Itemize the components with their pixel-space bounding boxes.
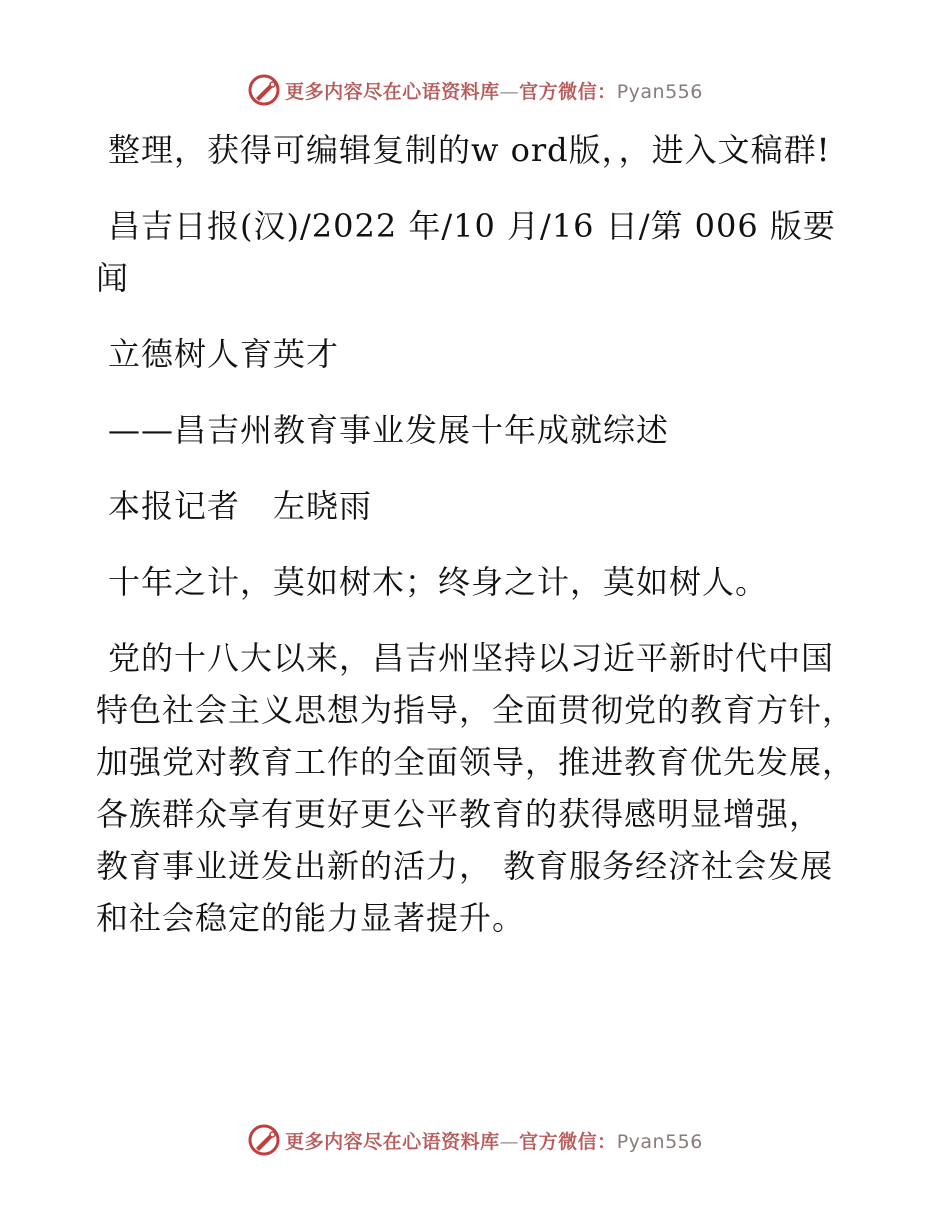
- watermark-separator: —: [499, 80, 520, 103]
- seal-icon: [247, 1123, 281, 1157]
- watermark-separator: —: [499, 1130, 520, 1153]
- watermark-wechat-label: 官方微信：: [519, 80, 617, 103]
- paragraph-intro-note: 整理，获得可编辑复制的w ord版，，进入文稿群!: [108, 131, 831, 169]
- seal-icon: [247, 73, 281, 107]
- watermark-handle: Pyan556: [616, 80, 703, 103]
- paragraph-body: 党的十八大以来，昌吉州坚持以习近平新时代中国特色社会主义思想为指导，全面贯彻党的教育方针，加强党对教育工作的全面领导，推进教育优先发展，各族群众享有更好更公平教育的获得感明显增强， 教育事业迸发出新的活力， 教育服务经济社会发展和社会稳定的能力显著提升。: [96, 639, 856, 937]
- footer-watermark: [0, 1120, 950, 1160]
- header-watermark: [0, 70, 950, 110]
- document-body: [96, 124, 856, 968]
- article-byline: 本报记者 左晓雨: [108, 487, 373, 525]
- article-subtitle: ——昌吉州教育事业发展十年成就综述: [108, 411, 670, 449]
- paragraph-epigraph: 十年之计，莫如树木；终身之计，莫如树人。: [108, 563, 769, 601]
- watermark-wechat-label: 官方微信：: [519, 1130, 617, 1153]
- watermark-brand: 更多内容尽在心语资料库: [285, 80, 500, 103]
- article-title: 立德树人育英才: [108, 335, 340, 373]
- watermark-handle: Pyan556: [616, 1130, 703, 1153]
- watermark-brand: 更多内容尽在心语资料库: [285, 1130, 500, 1153]
- paragraph-source-line: 昌吉日报(汉)/2022 年/10 月/16 日/第 006 版要闻: [96, 207, 836, 297]
